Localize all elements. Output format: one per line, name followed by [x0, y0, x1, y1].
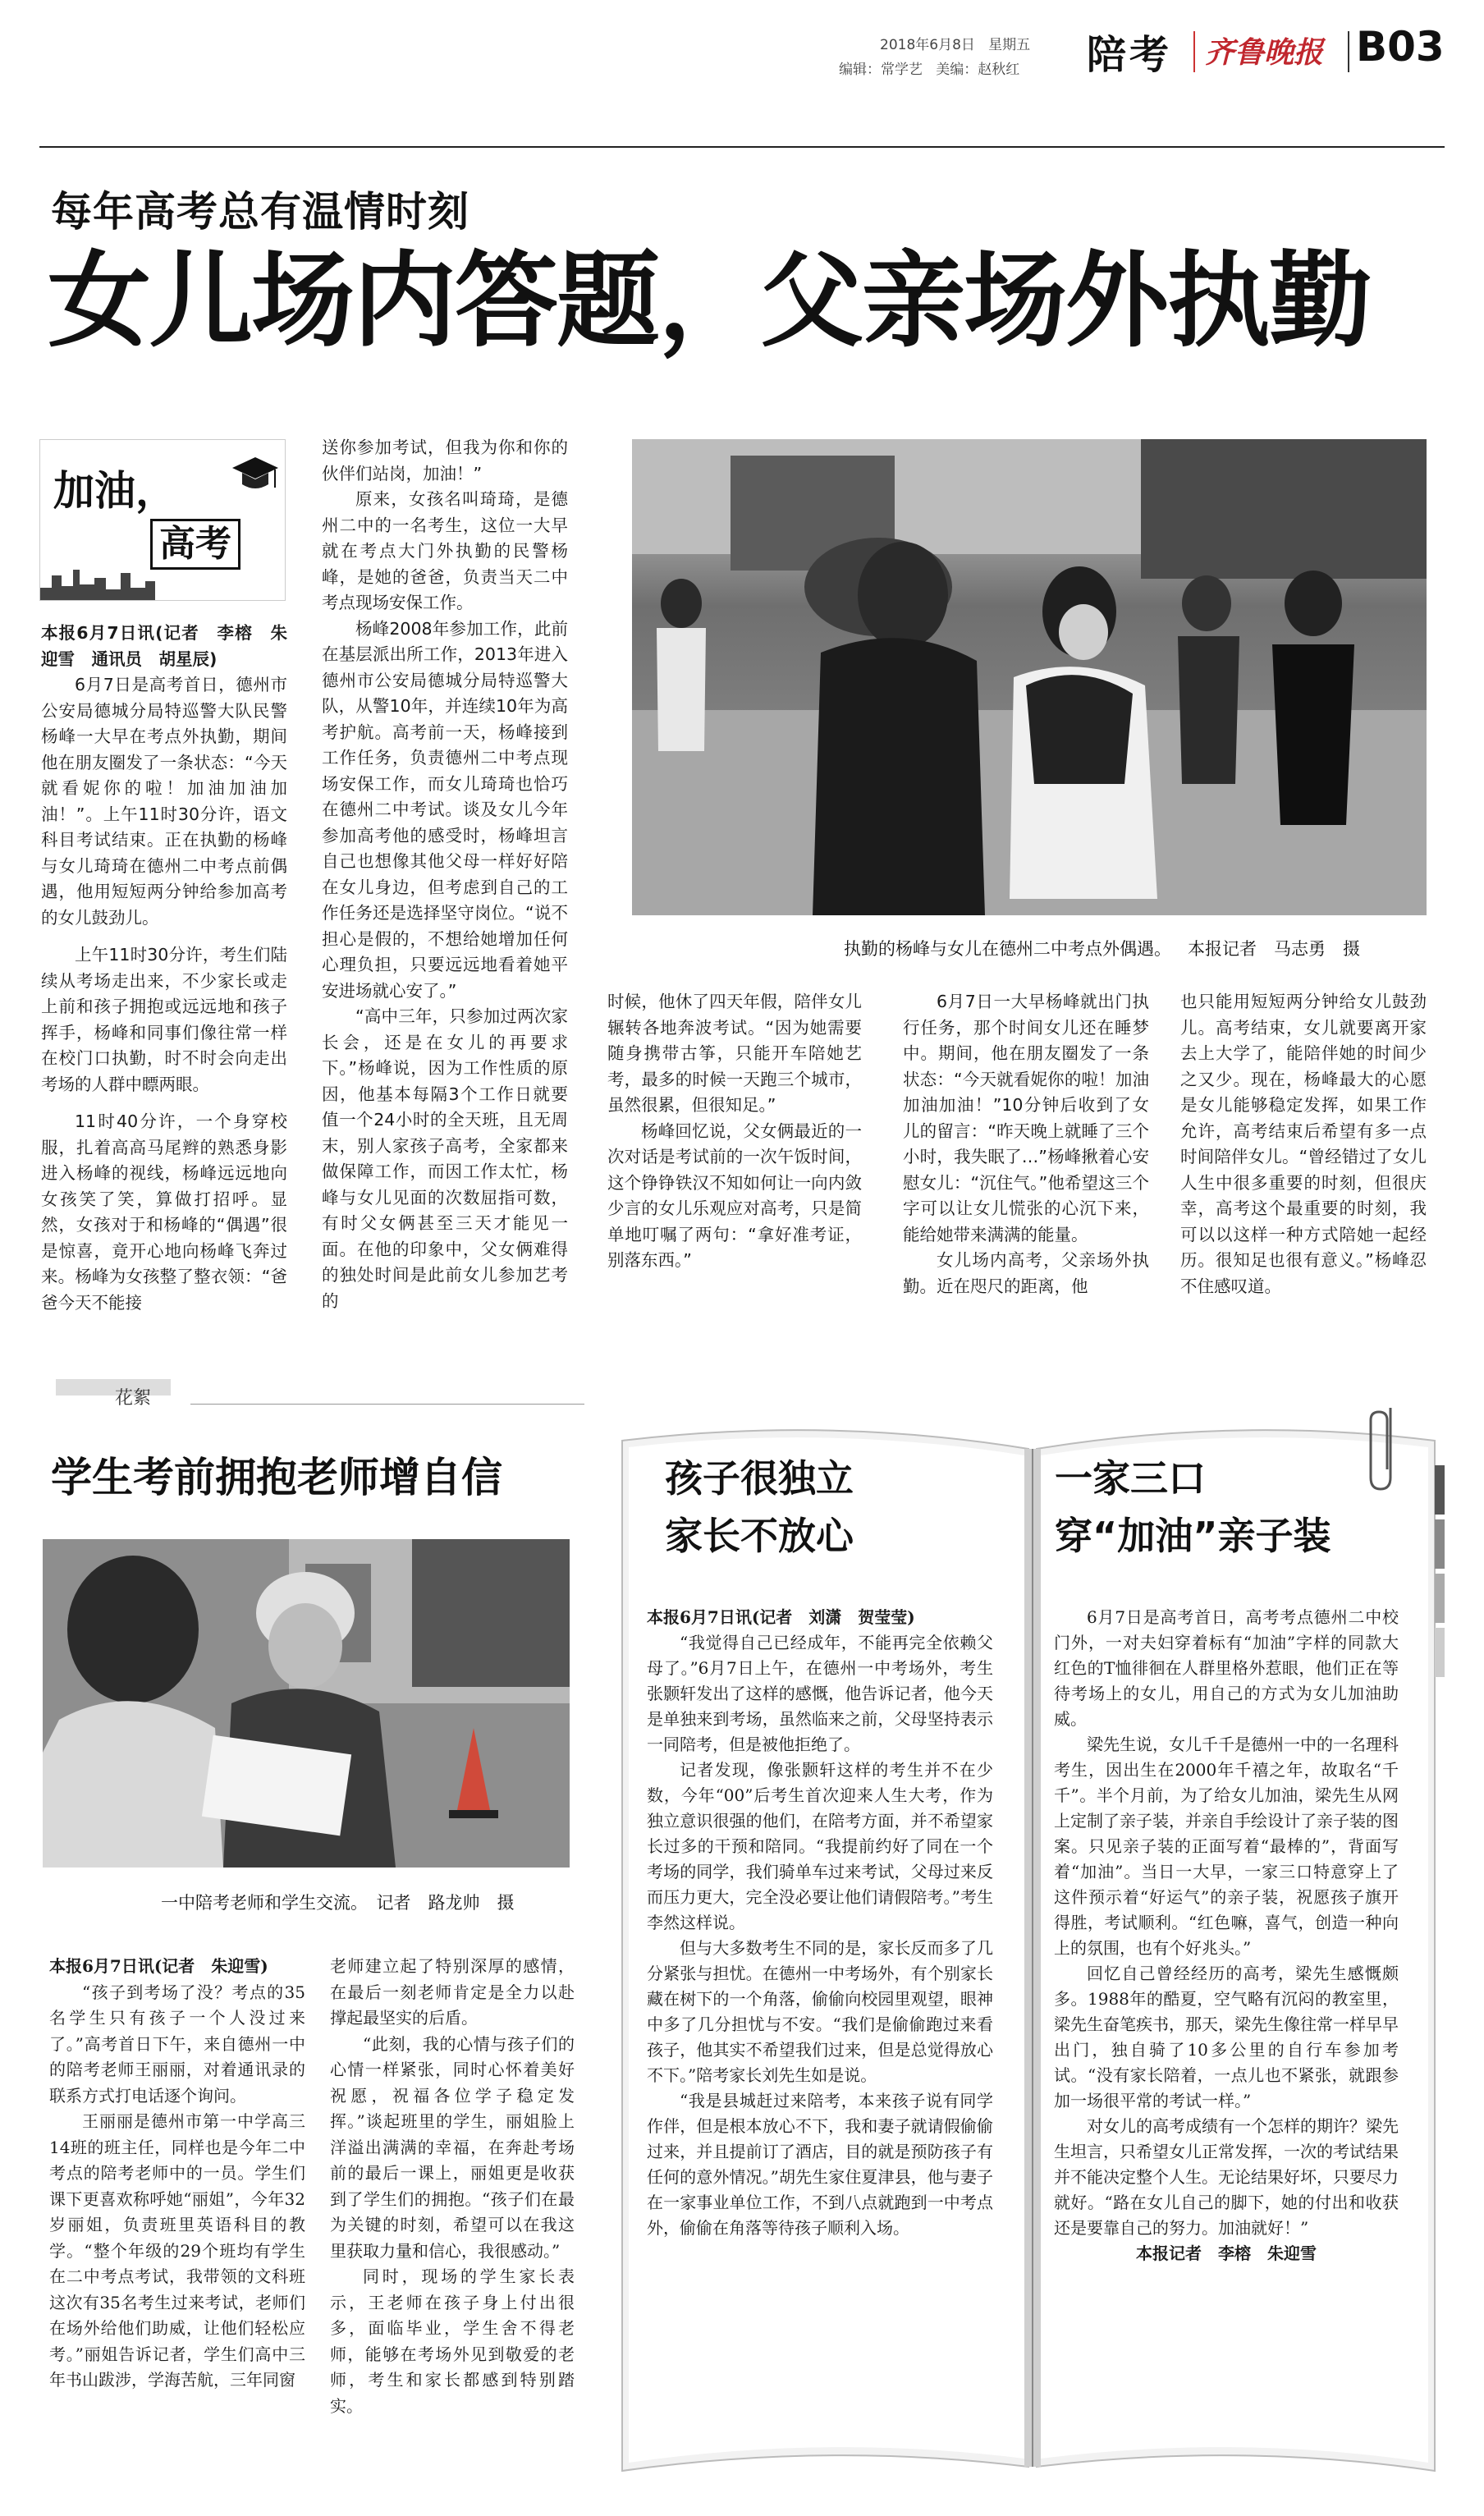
header-date-line	[880, 33, 1030, 53]
header-rule	[39, 146, 1445, 148]
main-col-1	[41, 621, 287, 1316]
side-photo-caption: 一中陪考老师和学生交流。 记者 路龙帅 摄	[161, 1893, 515, 1913]
main-col-2-para: 送你参加考试，但我为你和你的伙伴们站岗，加油！”	[322, 438, 568, 483]
book-right-title-2: 穿“加油”亲子装	[1055, 1514, 1331, 1558]
header-editor-line	[839, 57, 1019, 78]
main-col-2-para: 原来，女孩名叫琦琦，是德州二中的一名考生，这位一大早就在考点大门外执勤的民警杨峰，是她的爸爸，负责当天二中考点现场安保工作。	[322, 489, 568, 612]
side-col-2	[330, 1954, 575, 2419]
main-col-2-para: 杨峰2008年参加工作，此前在基层派出所工作，2013年进入德州市公安局德城分局特巡警大队，从警10年，并连续10年为高考护航。高考前一天，杨峰接到工作任务，负责德州二中考点现场安保工作，而女儿琦琦也恰巧在德州二中考试。谈及女儿今年参加高考他的感受时，杨峰坦言自己也想像其他父母一样好好陪在女儿身边，但考虑到自己的工作任务还是选择坚守岗位。“说不担心是假的，不想给她增加任何心理负担，只要远远地看着她平安进场就心安了。”	[322, 618, 568, 1001]
side-photo	[43, 1539, 570, 1868]
book-left-para: “我是县城赶过来陪考，本来孩子说有同学作伴，但是根本放心不下，我和妻子就请假偷偷过来，并且提前订了酒店，目的就是预防孩子有任何的意外情况。”胡先生家住夏津县，他与妻子在一家事业单位工作，不到八点就跑到一中考点外，偷偷在角落等待孩子顺利入场。	[647, 2091, 993, 2238]
main-col-1-para: 上午11时30分许，考生们陆续从考场走出来，不少家长或走上前和孩子拥抱或远远地和孩子挥手，杨峰和同事们像往常一样在校门口执勤，时不时会向走出考场的人群中瞟两眼。	[41, 945, 287, 1094]
page-number: B03	[1356, 23, 1445, 71]
side-title: 学生考前拥抱老师增自信	[51, 1454, 502, 1501]
book-left-title-1: 孩子很独立	[665, 1456, 854, 1501]
header-editor: 编辑：常学艺	[839, 62, 923, 78]
main-col-1-para: 6月7日是高考首日，德州市公安局德城分局特巡警大队民警杨峰一大早在考点外执勤，期间他在朋友圈发了一条状态：“今天就看妮你的啦！加油加油加油！”。上午11时30分许，语文科目考试结束。正在执勤的杨峰与女儿琦琦在德州二中考点前偶遇，他用短短两分钟给参加高考的女儿鼓劲儿。	[41, 675, 287, 928]
main-col-5-para: 也只能用短短两分钟给女儿鼓劲儿。高考结束，女儿就要离开家去上大学了，能陪伴她的时间少之又少。现在，杨峰最大的心愿是女儿能够稳定发挥，如果工作允许，高考结束后希望有多一点时间陪伴女儿。“曾经错过了女儿人生中很多重要的时刻，但很庆幸，高考这个最重要的时刻，我可以以这样一种方式陪她一起经历。很知足也很有意义。”杨峰忍不住感叹道。	[1180, 992, 1427, 1296]
main-photo-caption-text: 执勤的杨峰与女儿在德州二中考点外偶遇。	[844, 939, 1171, 959]
section-name: 陪考	[1087, 32, 1173, 78]
book-right-byline: 本报记者 李榕 朱迎雪	[1136, 2243, 1317, 2263]
side-byline: 本报6月7日讯(记者 朱迎雪)	[49, 1956, 268, 1976]
main-photo-credit: 本报记者 马志勇 摄	[1188, 939, 1361, 959]
book-left-para: “我觉得自己已经成年，不能再完全依赖父母了。”6月7日上午，在德州一中考场外，考生张颢轩发出了这样的感慨，他告诉记者，他今天是单独来到考场，虽然临来之前，父母坚持表示一同陪考，但是被他拒绝了。	[647, 1633, 993, 1754]
main-photo-caption	[844, 936, 1360, 960]
main-col-4-para: 6月7日一大早杨峰就出门执行任务，那个时间女儿还在睡梦中。期间，他在朋友圈发了一条状态：“今天就看妮你的啦！加油加油加油！”10分钟后收到了女儿的留言：“昨天晚上就睡了三个小时，我失眠了…”杨峰揪着心安慰女儿：“沉住气。”他希望这三个字可以让女儿慌张的心沉下来，能给她带来满满的能量。	[903, 992, 1149, 1244]
main-col-3-para: 时候，他休了四天年假，陪伴女儿辗转各地奔波考试。“因为她需要随身携带古筝，只能开车陪她艺考，最多的时候一天跑三个城市，虽然很累，但很知足。”	[607, 992, 862, 1115]
main-photo	[632, 439, 1427, 915]
main-kicker: 每年高考总有温情时刻	[51, 188, 469, 236]
side-label: 花絮	[115, 1388, 152, 1409]
header-divider-2	[1348, 31, 1349, 72]
header-divider	[1193, 31, 1195, 72]
side-col-1-para: 王丽丽是德州市第一中学高三14班的班主任，同样也是今年二中考点的陪考老师中的一员。学生们课下更喜欢称呼她“丽姐”，今年32岁丽姐，负责班里英语科目的教学。“整个年级的29个班均有学生在二中考点考试，我带领的文科班这次有35名考生过来考试，老师们在场外给他们助威，让他们轻松应考。”丽姐告诉记者，学生们高中三年书山跋涉，学海苦航，三年同窗	[49, 2111, 305, 2390]
logo-text-1: 加油，	[53, 467, 176, 515]
book-left-byline: 本报6月7日讯(记者 刘潇 贺莹莹)	[647, 1607, 915, 1627]
main-col-2-para: “高中三年，只参加过两次家长会，还是在女儿的再要求下。”杨峰说，因为工作性质的原因，他基本每隔3个工作日就要值一个24小时的全天班，且无周末，别人家孩子高考，全家都来做保障工作，而因工作太忙，杨峰与女儿见面的次数屈指可数，有时父女俩甚至三天才能见一面。在他的印象中，父女俩难得的独处时间是此前女儿参加艺考的	[322, 1006, 568, 1311]
side-col-1	[49, 1954, 305, 2394]
book-left-title-2: 家长不放心	[665, 1514, 854, 1558]
book-right-para: 6月7日是高考首日，高考考点德州二中校门外，一对夫妇穿着标有“加油”字样的同款大红色的T恤徘徊在人群里格外惹眼，他们正在等待考场上的女儿，用自己的方式为女儿加油助威。	[1054, 1607, 1399, 1729]
paper-logo: 齐鲁晚报	[1205, 35, 1324, 70]
book-left-body	[647, 1605, 993, 2241]
book-left-para: 但与大多数考生不同的是，家长反而多了几分紧张与担忧。在德州一中考场外，有个别家长藏在树下的一个角落，偷偷向校园里观望，眼神中多了几分担忧与不安。“我们是偷偷跑过来看孩子，他其实不希望我们过来，但是总觉得放心不下。”陪考家长刘先生如是说。	[647, 1938, 993, 2085]
main-col-4-para: 女儿场内高考，父亲场外执勤。近在咫尺的距离，他	[903, 1250, 1149, 1296]
header-date: 2018年6月8日	[880, 37, 975, 53]
graduation-cap-icon	[231, 453, 280, 506]
city-skyline-icon	[40, 555, 285, 601]
side-col-2-para: “此刻，我的心情与孩子们的心情一样紧张，同时心怀着美好祝愿，祝福各位学子稳定发挥。”谈起班里的学生，丽姐脸上洋溢出满满的幸福，在奔赴考场前的最后一课上，丽姐更是收获到了学生们的拥抱。“孩子们在最为关键的时刻，希望可以在我这里获取力量和信心，我很感动。”	[330, 2033, 575, 2261]
book-right-title-1: 一家三口	[1055, 1456, 1206, 1501]
book-tabs	[1435, 1465, 1445, 1677]
side-col-2-para: 同时，现场的学生家长表示，王老师在孩子身上付出很多，面临毕业，学生舍不得老师，能够在考场外见到敬爱的老师，考生和家长都感到特别踏实。	[330, 2266, 575, 2416]
book-right-para: 回忆自己曾经经历的高考，梁先生感慨颇多。1988年的酷夏，空气略有沉闷的教室里，梁先生奋笔疾书，那天，梁先生像往常一样早早出门，独自骑了10多公里的自行车参加考试。“没有家长陪着，一点儿也不紧张，就跟参加一场很平常的考试一样。”	[1054, 1964, 1399, 2110]
main-col-2	[322, 435, 568, 1314]
gaokao-logo	[39, 439, 286, 601]
main-col-3	[607, 989, 862, 1274]
header-designer: 美编：赵秋红	[936, 62, 1020, 78]
logo-text-2: 高考	[150, 519, 240, 570]
book-right-body	[1054, 1605, 1399, 2266]
side-col-2-para: 老师建立起了特别深厚的感情，在最后一刻老师肯定是全力以赴撑起最坚实的后盾。	[330, 1956, 575, 2028]
main-title: 女儿场内答题，父亲场外执勤	[48, 241, 1371, 361]
side-rule	[190, 1404, 584, 1405]
main-byline: 本报6月7日讯(记者 李榕 朱迎雪 通讯员 胡星辰)	[41, 623, 287, 669]
book-left-para: 记者发现，像张颢轩这样的考生并不在少数，今年“00”后考生首次迎来人生大考，作为独立意识很强的他们，在陪考方面，并不希望家长过多的干预和陪同。“我提前约好了同在一个考场的同学，我们骑单车过来考试，父母过来反而压力更大，完全没必要让他们请假陪考。”考生李然这样说。	[647, 1760, 993, 1932]
side-label-bar	[56, 1379, 171, 1395]
main-col-1-para: 11时40分许，一个身穿校服，扎着高高马尾辫的熟悉身影进入杨峰的视线，杨峰远远地向女孩笑了笑，算做打招呼。显然，女孩对于和杨峰的“偶遇”很是惊喜，竟开心地向杨峰飞奔过来。杨峰为女孩整了整衣领：“爸爸今天不能接	[41, 1111, 287, 1313]
paperclip-icon	[1363, 1404, 1395, 1497]
main-col-4	[903, 989, 1149, 1299]
header-weekday: 星期五	[988, 37, 1031, 53]
main-col-5	[1180, 989, 1427, 1299]
book-right-para: 梁先生说，女儿千千是德州一中的一名理科考生，因出生在2000年千禧之年，故取名“千千”。半个月前，为了给女儿加油，梁先生从网上定制了亲子装，并亲自手绘设计了亲子装的图案。只见亲子装的正面写着“最棒的”，背面写着“加油”。当日一大早，一家三口特意穿上了这件预示着“好运气”的亲子装，祝愿孩子旗开得胜，考试顺利。“红色嘛，喜气，创造一种向上的氛围，也有个好兆头。”	[1054, 1735, 1399, 1958]
side-col-1-para: “孩子到考场了没？考点的35名学生只有孩子一个人没过来了。”高考首日下午，来自德州一中的陪考老师王丽丽，对着通讯录的联系方式打电话逐个询问。	[49, 1982, 305, 2106]
book-right-para: 对女儿的高考成绩有一个怎样的期许？梁先生坦言，只希望女儿正常发挥，一次的考试结果并不能决定整个人生。无论结果好坏，只要尽力就好。“路在女儿自己的脚下，她的付出和收获还是要靠自己的努力。加油就好！”	[1054, 2116, 1399, 2238]
main-col-3-para: 杨峰回忆说，父女俩最近的一次对话是考试前的一次午饭时间，这个铮铮铁汉不知如何让一向内敛少言的女儿乐观应对高考，只是简单地叮嘱了两句：“拿好准考证，别落东西。”	[607, 1121, 862, 1270]
